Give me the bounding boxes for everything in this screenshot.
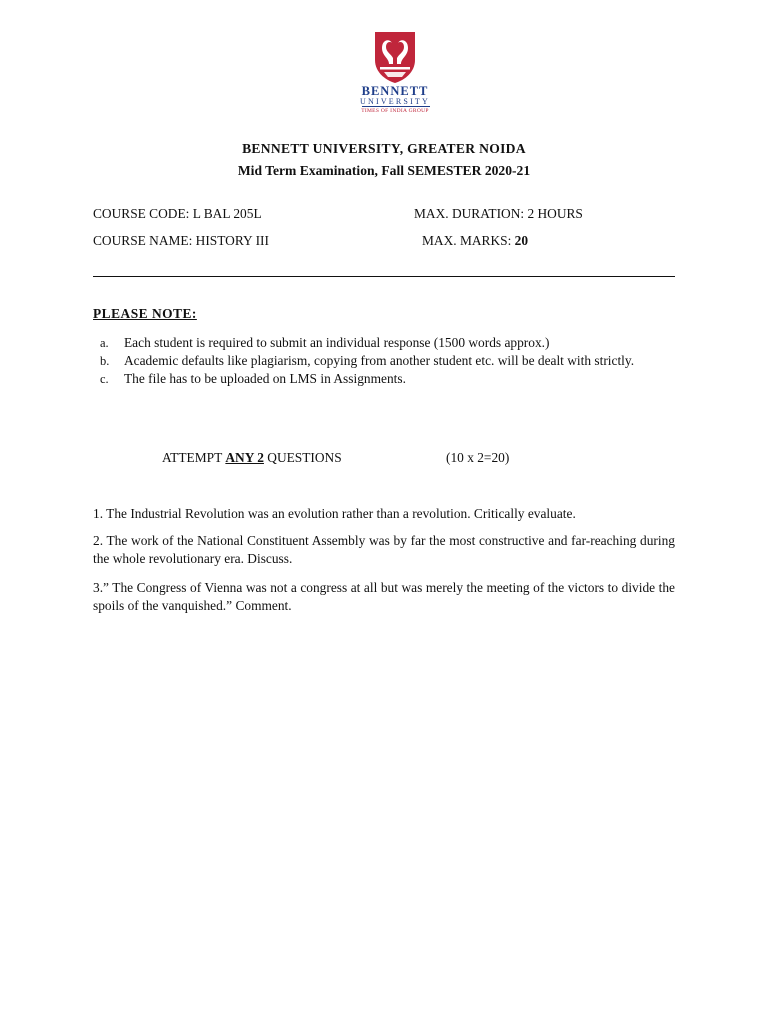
max-marks-value: 20 xyxy=(514,233,529,248)
question-2: 2. The work of the National Constituent Assembly was by far the most constructive and far-reaching during the whole revolutionary era. Discuss. xyxy=(93,533,675,566)
list-item xyxy=(93,370,675,388)
max-marks-label: MAX. MARKS: xyxy=(422,233,515,248)
crest-icon xyxy=(372,30,418,84)
note-text: The file has to be uploaded on LMS in Assignments. xyxy=(124,371,406,386)
attempt-suffix: QUESTIONS xyxy=(263,450,342,465)
attempt-prefix: ATTEMPT xyxy=(162,450,226,465)
course-code: COURSE CODE: L BAL 205L xyxy=(93,206,262,221)
notes-list xyxy=(93,334,675,388)
list-item xyxy=(93,352,675,370)
exam-title: Mid Term Examination, Fall SEMESTER 2020-21 xyxy=(237,163,531,178)
logo-name: BENNETT xyxy=(361,84,429,98)
course-name: COURSE NAME: HISTORY III xyxy=(93,233,269,248)
logo-divider xyxy=(362,106,430,107)
question-3: 3.” The Congress of Vienna was not a congress at all but was merely the meeting of the victors to divide the spoils of the vanquished.” Comment. xyxy=(93,580,675,613)
attempt-marks: (10 x 2=20) xyxy=(446,450,510,465)
attempt-instruction xyxy=(162,450,342,466)
attempt-emphasis: ANY 2 xyxy=(225,450,264,465)
university-title: BENNETT UNIVERSITY, GREATER NOIDA xyxy=(242,141,526,156)
list-item xyxy=(93,334,675,352)
header-divider xyxy=(93,276,675,277)
logo-subtitle: UNIVERSITY xyxy=(360,97,430,106)
list-marker: a. xyxy=(100,336,109,350)
university-logo xyxy=(352,30,438,118)
list-marker: c. xyxy=(100,372,109,386)
note-text: Academic defaults like plagiarism, copying from another student etc. will be dealt with strictly. xyxy=(124,353,635,368)
question-1: 1. The Industrial Revolution was an evolution rather than a revolution. Critically evaluate. xyxy=(93,506,576,521)
note-heading: PLEASE NOTE: xyxy=(93,306,197,321)
logo-group-text: TIMES OF INDIA GROUP xyxy=(361,108,429,114)
list-marker: b. xyxy=(100,354,110,368)
note-text: Each student is required to submit an individual response (1500 words approx.) xyxy=(124,335,550,350)
max-marks xyxy=(422,233,528,249)
max-duration: MAX. DURATION: 2 HOURS xyxy=(414,206,583,221)
